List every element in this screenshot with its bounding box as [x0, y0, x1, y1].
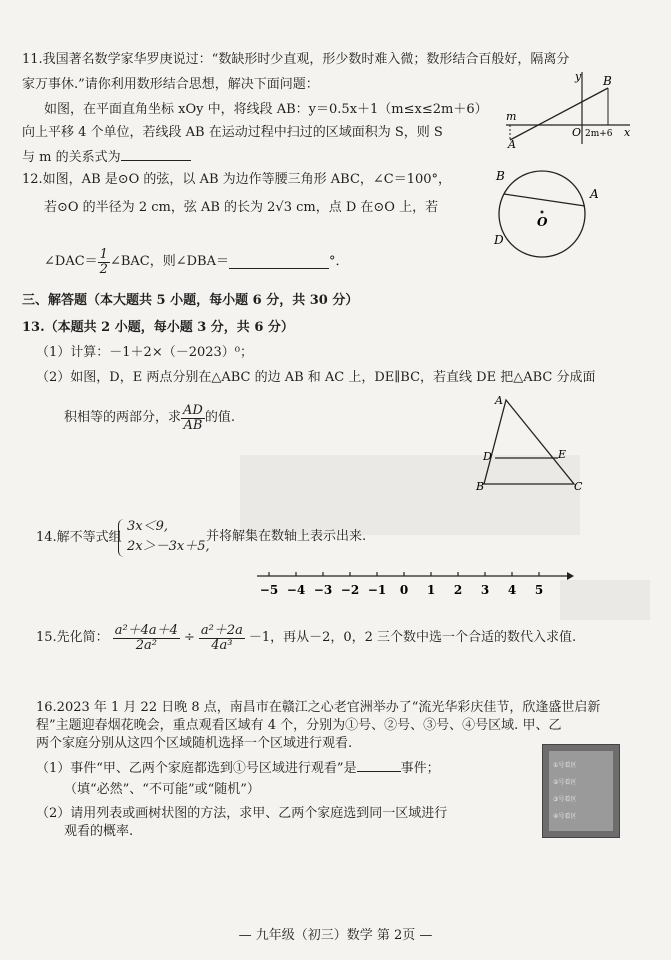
q16-line3: 两个家庭分别从这四个区域随机选择一个区域进行观看. [36, 736, 353, 751]
section-heading: 三、解答题（本大题共 5 小题，每小题 6 分，共 30 分） [22, 293, 359, 308]
q12-figure [490, 160, 610, 260]
fig-label: D [483, 450, 492, 463]
q15-line: 15.先化简： $\frac{\text{a²＋4a＋4}}{\text{2a²}}$ ÷ $\frac{\text{a²＋2a}}{\text{4a³}}$ －1，再从－2，0，2 三个数中选一个合适的数代入求值. [36, 623, 577, 653]
fig-label: B [476, 480, 485, 492]
page-footer: — 九年级（初三）数学 第 2页 — [238, 928, 433, 943]
number-line-label: 1 [426, 583, 436, 597]
q11-figure [500, 70, 635, 150]
brace [118, 519, 127, 557]
fig-label: D [494, 233, 504, 247]
number-line-label: 4 [507, 583, 517, 597]
q16-part1-hint: （填“必然”、“不可能”或“随机”） [64, 782, 260, 797]
circle-o [499, 171, 585, 257]
answer-blank[interactable] [121, 148, 191, 161]
fraction: $\frac{\text{a²＋2a}}{\text{4a³}}$ [200, 623, 243, 653]
ticket-photo [542, 744, 620, 838]
q14-ineq2: 2x＞－3x＋5, [127, 539, 210, 554]
q14-prefix: 14.解不等式组 [36, 530, 122, 545]
q16-line2: 程”主题迎春烟花晚会，重点观看区域有 4 个，分别为①号、②号、③号、④号区域. 甲、乙 [36, 718, 562, 733]
q12-line3: ∠DAC＝ $\frac{1}{2}$ ∠BAC，则∠DBA＝ °． [44, 247, 349, 277]
fig-label: E [558, 448, 567, 461]
chord-ab [504, 194, 585, 206]
ticket-zones: ①号看区 ②号看区 ③号看区 ④号看区 [553, 762, 577, 820]
fraction: $\frac{AD}{AB}$ [183, 403, 203, 433]
number-line [255, 568, 575, 600]
fig-label: O [537, 215, 548, 229]
fig-label: B [603, 74, 612, 88]
answer-blank[interactable] [229, 256, 329, 269]
number-line-label: 3 [480, 583, 490, 597]
q16-line1: 16.2023 年 1 月 22 日晚 8 点，南昌市在赣江之心老官洲举办了“流光华彩庆佳节，欣逢盛世启新 [36, 700, 601, 715]
q14-suffix: 并将解集在数轴上表示出来. [206, 529, 367, 544]
fig-label: y [575, 70, 582, 83]
q13-heading: 13.（本题共 2 小题，每小题 3 分，共 6 分） [22, 320, 294, 335]
fig-label: m [506, 110, 517, 123]
number-line-label: 5 [534, 583, 544, 597]
q16-part2-line1: （2）请用列表或画树状图的方法，求甲、乙两个家庭选到同一区域进行 [36, 806, 448, 821]
fig-label: A [590, 187, 599, 201]
fig-label: A [495, 394, 503, 407]
q13-part1: （1）计算：－1＋2×（－2023）⁰； [36, 345, 254, 360]
fig-label: B [496, 169, 505, 183]
fraction: $\frac{1}{2}$ [99, 247, 108, 277]
q16-part2-line2: 观看的概率. [64, 824, 134, 839]
q13-figure [470, 392, 590, 492]
fig-label: A [508, 138, 516, 150]
q11-line3: 如图，在平面直角坐标 xOy 中，将线段 AB：y＝0.5x＋1（m≤x≤2m＋6） [44, 102, 488, 117]
number-line-label: 0 [399, 583, 409, 597]
answer-blank[interactable] [357, 759, 401, 772]
q11-line2: 家万事休.”请你利用数形结合思想，解决下面问题： [22, 77, 319, 92]
q14-ineq1: 3x＜9, [127, 519, 169, 534]
q11-line5: 与 m 的关系式为 [22, 148, 191, 166]
q12-line1: 12.如图，AB 是⊙O 的弦，以 AB 为边作等腰三角形 ABC，∠C＝100°， [22, 172, 452, 187]
number-line-label: −2 [340, 583, 360, 597]
q13-part2-line2: 积相等的两部分，求 $\frac{AD}{AB}$ 的值. [64, 403, 235, 433]
fig-label: x [624, 126, 631, 139]
q11-line4: 向上平移 4 个单位，若线段 AB 在运动过程中扫过的区域面积为 S，则 S [22, 125, 443, 140]
triangle-abc [484, 400, 574, 484]
q11-line1: 11.我国著名数学家华罗庚说过：“数缺形时少直观，形少数时难入微；数形结合百般好，隔离分 [22, 52, 570, 67]
number-line-label: −5 [259, 583, 279, 597]
number-line-label: −3 [313, 583, 333, 597]
q16-part1: （1）事件“甲、乙两个家庭都选到①号区域进行观看”是 事件； [36, 761, 440, 776]
fig-label: 2m+6 [585, 129, 613, 139]
fraction: $\frac{\text{a²＋4a＋4}}{\text{2a²}}$ [114, 623, 178, 653]
fig-label: O [572, 126, 582, 139]
number-line-label: −1 [367, 583, 387, 597]
q12-line2: 若⊙O 的半径为 2 cm，弦 AB 的长为 2√3 cm，点 D 在⊙O 上，若 [44, 200, 439, 215]
fig-label: C [574, 480, 583, 492]
number-line-label: −4 [286, 583, 306, 597]
q13-part2-line1: （2）如图，D，E 两点分别在△ABC 的边 AB 和 AC 上，DE∥BC，若直线 DE 把△ABC 分成面 [36, 370, 596, 385]
number-line-label: 2 [453, 583, 463, 597]
